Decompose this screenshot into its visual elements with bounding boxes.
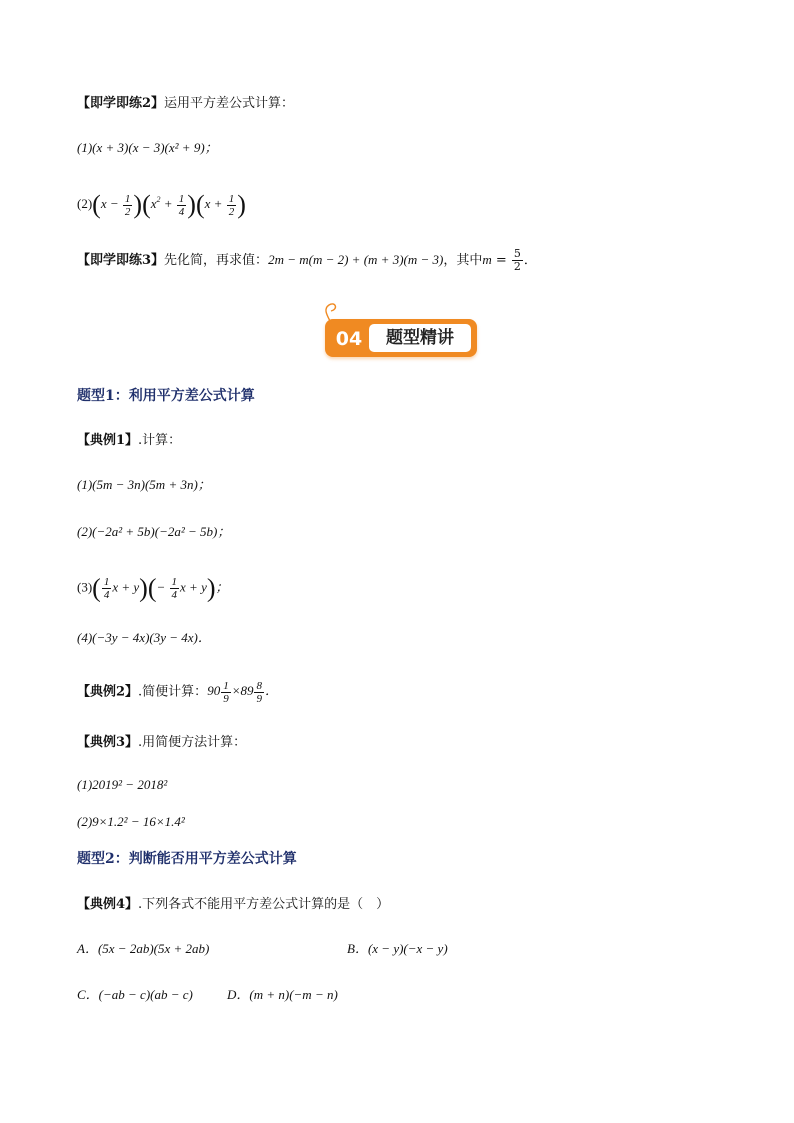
section-title: 题型精讲	[386, 328, 454, 348]
badge-title-box	[369, 324, 471, 352]
exercise-2-item-2: (2)(x − $\frac{1}{2}$ )($x^2$ + $\frac{1}{4}$ )(x + $\frac{1}{2}$ )	[77, 190, 246, 220]
exercise-2-label: 【即学即练2】	[77, 96, 165, 111]
example-3-label: 【典例3】	[77, 735, 139, 750]
fraction-one-half: $\frac{1}{2}$	[124, 192, 131, 218]
example-1-item-4: (4)(−3y − 4x)(3y − 4x)．	[77, 630, 211, 645]
example-1-instruction: .计算：	[138, 433, 182, 448]
example-4-option-b: B．(x − y)(−x − y)	[347, 941, 448, 956]
type-1-heading: 题型1：利用平方差公式计算	[77, 388, 255, 404]
exercise-3-prompt	[77, 248, 537, 273]
exercise-2-instruction: 运用平方差公式计算：	[164, 96, 295, 111]
example-4-label: 【典例4】	[77, 897, 139, 912]
exercise-3-condition: ，其中m = $\frac{5}{2}$ ．	[443, 247, 537, 273]
fraction-one-quarter: $\frac{1}{4}$	[178, 192, 185, 218]
exercise-2-item-1: (1)(x + 3)(x − 3)(x² + 9)；	[77, 140, 218, 155]
exercise-3-label: 【即学即练3】	[77, 253, 165, 268]
example-2-label: 【典例2】	[77, 684, 139, 700]
example-2-instruction: .简便计算：	[138, 684, 208, 700]
example-4-option-d: D．(m + n)(−m − n)	[227, 987, 338, 1002]
example-4-instruction: .下列各式不能用平方差公式计算的是（ ）	[138, 897, 390, 912]
fraction-one-half: $\frac{1}{2}$	[228, 192, 235, 218]
example-1-label: 【典例1】	[77, 433, 139, 448]
example-1-item-1: (1)(5m − 3n)(5m + 3n)；	[77, 477, 211, 492]
exercise-3-instruction: 先化简，再求值：	[164, 253, 269, 268]
section-badge	[325, 315, 477, 359]
example-1-item-2: (2)(−2a² + 5b)(−2a² − 5b)；	[77, 524, 231, 539]
example-3-instruction: .用简便方法计算：	[138, 735, 247, 750]
example-2-prompt	[77, 680, 278, 705]
example-1-prompt	[77, 431, 181, 451]
example-4-option-a: A．(5x − 2ab)(5x + 2ab)	[77, 941, 210, 956]
example-3-item-1: (1)2019² − 2018²	[77, 777, 168, 792]
example-4-prompt	[77, 895, 389, 915]
example-1-item-3: (3)( $\frac{1}{4}$ x + y)(− $\frac{1}{4}$ x + y)；	[77, 573, 229, 603]
exercise-3-expression: 2m − m(m − 2) + (m + 3)(m − 3)	[268, 252, 444, 267]
section-number: 04	[335, 328, 363, 350]
example-4-option-c: C．(−ab − c)(ab − c)	[77, 987, 193, 1002]
example-3-prompt	[77, 733, 246, 753]
type-2-heading: 题型2：判断能否用平方差公式计算	[77, 851, 297, 867]
example-3-item-2: (2)9×1.2² − 16×1.4²	[77, 814, 185, 829]
example-2-expression: 90 $\frac{1}{9}$ ×89 $\frac{8}{9}$ ．	[207, 680, 278, 705]
exercise-2-prompt	[77, 94, 294, 114]
